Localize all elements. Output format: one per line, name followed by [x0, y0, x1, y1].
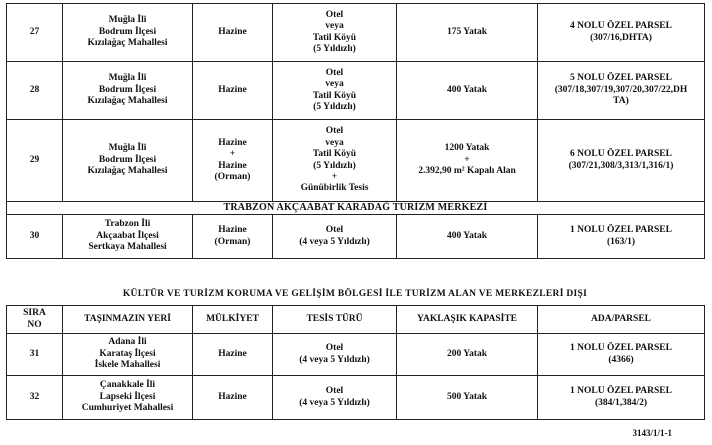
location-line: Sertkaya Mahallesi: [88, 242, 167, 253]
cell-facility: [273, 215, 397, 259]
parcel-table-2: [6, 305, 705, 420]
capacity-line: +: [464, 154, 470, 165]
section-title: TRABZON AKÇAABAT KARADAĞ TURİZM MERKEZİ: [7, 202, 705, 215]
cell-facility: [273, 62, 397, 120]
location-line: İskele Mahallesi: [94, 360, 161, 371]
cell-capacity: [397, 4, 538, 62]
capacity-line: 400 Yatak: [446, 230, 488, 241]
facility-line: Otel: [325, 386, 344, 397]
table-row: [7, 62, 705, 120]
section-heading: KÜLTÜR VE TURİZM KORUMA VE GELİŞİM BÖLGESİ İLE TURİZM ALAN VE MERKEZLERİ DIŞI: [122, 289, 588, 299]
cell-facility: [273, 4, 397, 62]
parcel-line: 1 NOLU ÖZEL PARSEL: [570, 343, 672, 354]
cell-parcel: [538, 4, 705, 62]
parcel-line: 6 NOLU ÖZEL PARSEL: [570, 149, 672, 160]
parcel-line: (307/21,308/3,313/1,316/1): [568, 160, 674, 171]
location-line: Kızılağaç Mahallesi: [87, 38, 168, 49]
ownership-line: Hazine: [218, 137, 247, 148]
facility-line: Günübirlik Tesis: [300, 183, 369, 194]
header-location: TAŞINMAZIN YERİ: [63, 306, 193, 334]
cell-ownership: [193, 4, 273, 62]
facility-line: veya: [325, 21, 344, 32]
location-line: Lapseki İlçesi: [99, 391, 156, 402]
cell-location: [63, 215, 193, 259]
cell-no: 31: [7, 334, 63, 376]
location-line: Muğla İli: [108, 143, 147, 154]
facility-line: (5 Yıldızlı): [313, 101, 356, 112]
parcel-line: 1 NOLU ÖZEL PARSEL: [570, 225, 672, 236]
cell-no: 28: [7, 62, 63, 120]
capacity-line: 1200 Yatak: [444, 143, 490, 154]
cell-location: [63, 334, 193, 376]
location-line: Bodrum İlçesi: [98, 84, 157, 95]
cell-parcel: [538, 376, 705, 420]
parcel-line: (307/18,307/19,307/20,307/22,DH: [554, 84, 688, 95]
facility-line: +: [331, 171, 338, 182]
header-sira-no: SIRA NO: [7, 306, 63, 334]
cell-capacity: [397, 215, 538, 259]
table-row: [7, 334, 705, 376]
table-row: [7, 376, 705, 420]
location-line: Çanakkale İli: [99, 380, 156, 391]
cell-location: [63, 120, 193, 202]
cell-facility: [273, 120, 397, 202]
header-facility: TESİS TÜRÜ: [273, 306, 397, 334]
ownership-line: Hazine: [218, 225, 247, 236]
facility-line: veya: [325, 79, 344, 90]
ownership-line: (Orman): [214, 236, 251, 247]
cell-no: 32: [7, 376, 63, 420]
header-parcel: ADA/PARSEL: [538, 306, 705, 334]
ownership-line: (Orman): [214, 171, 251, 182]
facility-line: veya: [325, 137, 344, 148]
location-line: Cumhuriyet Mahallesi: [81, 403, 174, 414]
document-code: 3143/1/1-1: [632, 428, 672, 438]
facility-line: Tatil Köyü: [312, 90, 357, 101]
table-row: [7, 4, 705, 62]
location-line: Muğla İli: [108, 73, 147, 84]
parcel-table-1: [6, 3, 705, 259]
location-line: Muğla İli: [108, 15, 147, 26]
parcel-line: 4 NOLU ÖZEL PARSEL: [570, 21, 672, 32]
facility-line: Otel: [325, 126, 344, 137]
cell-no: 29: [7, 120, 63, 202]
section-title-row: [7, 202, 705, 215]
facility-line: Otel: [325, 225, 344, 236]
capacity-line: 175 Yatak: [446, 26, 488, 37]
cell-facility: [273, 334, 397, 376]
location-line: Bodrum İlçesi: [98, 154, 157, 165]
location-line: Bodrum İlçesi: [98, 26, 157, 37]
cell-capacity: [397, 334, 538, 376]
facility-line: Tatil Köyü: [312, 149, 357, 160]
cell-parcel: [538, 334, 705, 376]
ownership-line: Hazine: [218, 348, 247, 359]
table-header-row: [7, 306, 705, 334]
facility-line: (5 Yıldızlı): [313, 160, 356, 171]
parcel-line: (163/1): [607, 236, 635, 247]
location-line: Adana İli: [108, 337, 147, 348]
cell-location: [63, 4, 193, 62]
location-line: Trabzon İli: [104, 219, 151, 230]
cell-ownership: [193, 215, 273, 259]
cell-parcel: [538, 62, 705, 120]
header-ownership: MÜLKİYET: [193, 306, 273, 334]
location-line: Karataş İlçesi: [99, 348, 156, 359]
facility-line: (5 Yıldızlı): [313, 43, 356, 54]
ownership-line: Hazine: [218, 84, 247, 95]
cell-parcel: [538, 120, 705, 202]
cell-facility: [273, 376, 397, 420]
parcel-line: 1 NOLU ÖZEL PARSEL: [570, 386, 672, 397]
parcel-line: 5 NOLU ÖZEL PARSEL: [570, 73, 672, 84]
cell-location: [63, 62, 193, 120]
capacity-line: 200 Yatak: [446, 348, 488, 359]
table-row: [7, 215, 705, 259]
ownership-line: Hazine: [218, 26, 247, 37]
facility-line: Otel: [325, 67, 344, 78]
facility-line: (4 veya 5 Yıldızlı): [299, 397, 370, 408]
parcel-line: (384/1,384/2): [595, 397, 647, 408]
location-line: Kızılağaç Mahallesi: [87, 166, 168, 177]
ownership-line: Hazine: [218, 391, 247, 402]
cell-location: [63, 376, 193, 420]
facility-line: (4 veya 5 Yıldızlı): [299, 354, 370, 365]
ownership-line: Hazine: [218, 160, 247, 171]
facility-line: Tatil Köyü: [312, 32, 357, 43]
ownership-line: +: [229, 149, 236, 160]
parcel-line: (307/16,DHTA): [590, 32, 652, 43]
parcel-line: (4366): [608, 354, 634, 365]
facility-line: Otel: [325, 9, 344, 20]
parcel-line: TA): [613, 96, 629, 107]
cell-ownership: [193, 376, 273, 420]
cell-no: 30: [7, 215, 63, 259]
cell-capacity: [397, 62, 538, 120]
cell-ownership: [193, 334, 273, 376]
cell-capacity: [397, 120, 538, 202]
cell-no: 27: [7, 4, 63, 62]
capacity-line: 500 Yatak: [446, 391, 488, 402]
cell-parcel: [538, 215, 705, 259]
cell-capacity: [397, 376, 538, 420]
capacity-line: 2.392,90 m² Kapalı Alan: [418, 166, 516, 177]
capacity-line: 400 Yatak: [446, 84, 488, 95]
facility-line: Otel: [325, 343, 344, 354]
location-line: Akçaabat İlçesi: [96, 230, 159, 241]
table-row: [7, 120, 705, 202]
cell-ownership: [193, 120, 273, 202]
facility-line: (4 veya 5 Yıldızlı): [299, 236, 370, 247]
header-capacity: YAKLAŞIK KAPASİTE: [397, 306, 538, 334]
location-line: Kızılağaç Mahallesi: [87, 96, 168, 107]
cell-ownership: [193, 62, 273, 120]
